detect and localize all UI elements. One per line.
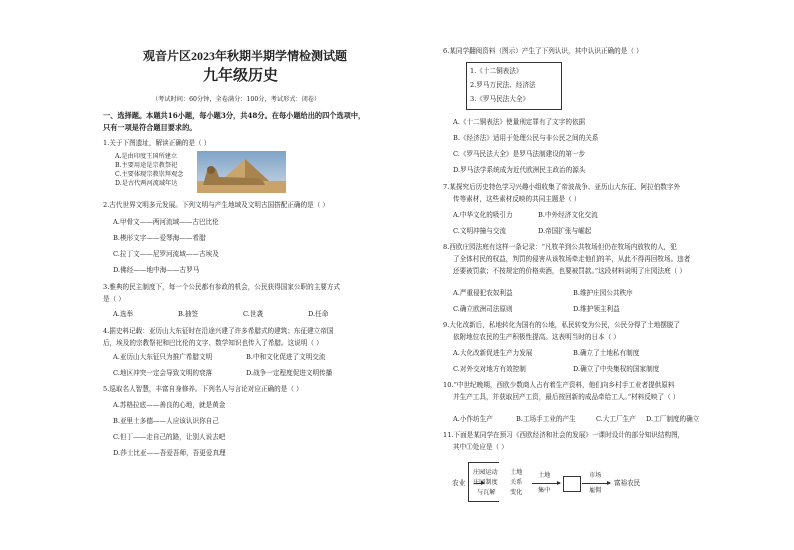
q7-stem: 7.某探究后历史特色学习兴趣小组收集了帝波战争、亚历山大东征、阿拉伯数字外 [443,183,681,191]
q5-option-d: D.莎士比亚——吾爱吾师，吾更爱真理 [113,449,226,457]
q4-option-d: D.战争一定程度促进文明传播 [246,369,333,377]
q4-stem-2: 后，埃及的宗教祭祀和巴比伦的文字、数学知识也传入了希腊。这说明（ ） [103,339,323,347]
q6-box-line1: 1.《十二铜表法》 [470,67,523,75]
diagram-arrow-land [532,483,560,484]
q2-option-a: A.甲骨文——两河流域——古巴比伦 [113,218,219,226]
q5-stem: 5.巡取名人智慧，丰富自身修养。下列名人与言论对应正确的是（ ） [103,385,303,393]
q6-option-d: D.罗马法学系统成为近代欧洲民主政治的源头 [453,166,586,174]
q6-box-line3: 3.《罗马民法大全》 [470,95,530,103]
diagram-market-label: 市场 [589,472,602,479]
diagram-box-line2: 庄园制度 [473,479,498,486]
q9-option-d: D.确立了中央集权的国家制度 [573,365,660,373]
diagram-box-line1: 庄园运动 [473,469,498,476]
q3-option-b: B.抽签 [178,310,199,318]
diagram-arrow-market [582,483,610,484]
q5-option-c: C.但丁——走自己的路，让别人说去吧 [113,433,226,441]
q8-stem-3: 还要被罚款；不按规定的价格卖酒，也要被罚款。”这段材料说明了庄园法庭（ ） [453,267,686,275]
q6-option-a: A.《十二铜表法》使量刑定罪有了文字的依据 [453,118,586,126]
diagram-mid-line3: 变化 [510,489,523,496]
q9-option-c: C.对外交对地方有效控制 [453,365,526,373]
q3-option-a: A.选举 [113,310,134,318]
q10-option-d: D.工厂制度的确立 [646,415,700,423]
q10-option-b: B.工场手工业的产生 [516,415,576,423]
q9-stem-2: 依附地位农民的生产积极性提高。这表明当时的日本（ ） [453,333,620,341]
q4-option-b: B.中和文化促进了文明交流 [246,353,326,361]
q6-stem: 6.某同学翻阅资料（图示）产生了下列认识，其中认识正确的是（ ） [443,47,643,55]
q8-option-a: A.严重侵犯农奴利益 [453,289,513,297]
exam-title: 观音片区2023年秋期半期学情检测试题 [143,49,348,63]
q11-stem: 11.下面是某同学在预习《西欧经济和社会的发展》一课时设计的部分知识结构图， [443,431,685,439]
q2-stem: 2.古代世界文明多元发展。下列文明与产生地域及文明古国搭配正确的是（ ） [103,201,329,209]
q1-option-d: D.是古代两河流域年达 [115,180,178,187]
q7-option-d: D.帝国扩张与崛起 [538,227,592,235]
q2-option-b: B.楔形文字——爱琴海——希腊 [113,234,206,242]
diagram-land-label: 土地 [538,472,551,479]
diagram-hire-label: 雇佣 [589,487,602,494]
exam-info: （考试时间：60分钟，全卷满分：100分，考试形式：闭卷） [152,96,321,103]
diagram-mid-line1: 土地 [510,469,523,476]
q10-option-c: C.大工厂生产 [596,415,636,423]
q2-option-c: C.拉丁文——尼罗河流域——古埃及 [113,250,219,258]
q2-option-d: D.佛经——地中海——古罗马 [113,266,200,274]
diagram-box-line3: 与瓦解 [477,489,496,496]
q9-stem: 9.大化改新后，私地转化为国有的公地，私民转变为公民，公民分得了土地摆脱了 [443,321,681,329]
q3-stem: 3.雅典的民主制度下，每一个公民都有参政的机会，公民获得国家公职的主要方式 [103,283,341,291]
q1-option-b: B.主要用途是宗教祭祀 [115,162,178,169]
q6-option-b: B.《经济法》适用于处理公民与非公民之间的关系 [453,134,599,142]
q4-stem: 4.据史料记载：亚历山大东征时在沿途兴建了许多希腊式的建筑；东征建立帝国 [103,327,334,335]
q5-option-a: A.苏格拉底——善良的心地，就是黄金 [113,401,226,409]
q7-option-c: C.文明冲撞与交流 [453,227,507,235]
q9-option-a: A.大化改新促进生产力发展 [453,349,533,357]
q6-box-line2: 2.罗马万民法、经济法 [470,81,536,89]
section-heading: 一、选择题。本题共16小题，每小题3分，共48分。在每小题给出的四个选项中， [103,111,366,120]
q4-option-a: A.亚历山大东征只为推广希腊文明 [113,353,213,361]
diagram-node-farmer: 富裕农民 [614,479,641,487]
diagram-node-agriculture: 农业 [452,479,466,487]
q8-option-c: C.确立欧洲司法原则 [453,305,513,313]
diagram-mid-line2: 关系 [510,479,523,486]
q8-option-d: D.维护领主利益 [573,305,620,313]
subject-title: 九年级历史 [203,68,279,84]
q6-option-c: C.《罗马民法大全》是罗马法制建设的第一步 [453,150,586,158]
q3-stem-2: 是（ ） [103,295,125,303]
q1-option-a: A.是由印度王国所建立 [115,153,178,160]
q10-stem-2: 并生产工具，并获取回产工资，最后按回新的成品牵给工人。”材料反映了（ ） [453,393,680,401]
sphinx-image [197,151,286,193]
q4-option-c: C.地区冲突一定会导致文明的衰落 [113,369,213,377]
q3-option-c: C.世袭 [243,310,264,318]
q10-stem: 10.“中世纪晚期，西欧少数商人占有着生产资料，他们向乡村手工业者提供原料 [443,381,675,389]
q1-option-c: C.主要体现宗教崇拜观念 [115,171,184,178]
q7-option-a: A.中华文化的吸引力 [453,211,513,219]
q5-option-b: B.亚里士多德——人应该认识你自己 [113,417,219,425]
q3-option-d: D.任命 [308,310,329,318]
q8-option-b: B.维护庄园公共秩序 [573,289,633,297]
diagram-answer-slot [563,476,581,492]
q8-stem: 8.西欧庄园法庭有这样一条记录：“凡牧羊到公共牧场但仍在牧场内放牧的人，犯 [443,243,677,251]
q1-stem: 1.关于下图遗址，解读正确的是（ ） [103,139,211,147]
q7-stem-2: 传等素材，这些素材反映的共同主题是（ ） [453,195,581,203]
section-heading-2: 只有一项是符合题目要求的。 [103,123,197,132]
q10-option-a: A.小作坊生产 [453,415,493,423]
q8-stem-2: 了全体村民的权益，判罚的侵害从该牧场牵走他们的羊，从此不得再回牧场。违者 [453,255,691,263]
diagram-concentrate-label: 集中 [538,487,551,494]
q11-stem-2: 其中①处应是（ ） [453,443,508,451]
q9-option-b: B.确立了土地私有制度 [573,349,640,357]
q7-option-b: B.中外经济文化交流 [538,211,598,219]
